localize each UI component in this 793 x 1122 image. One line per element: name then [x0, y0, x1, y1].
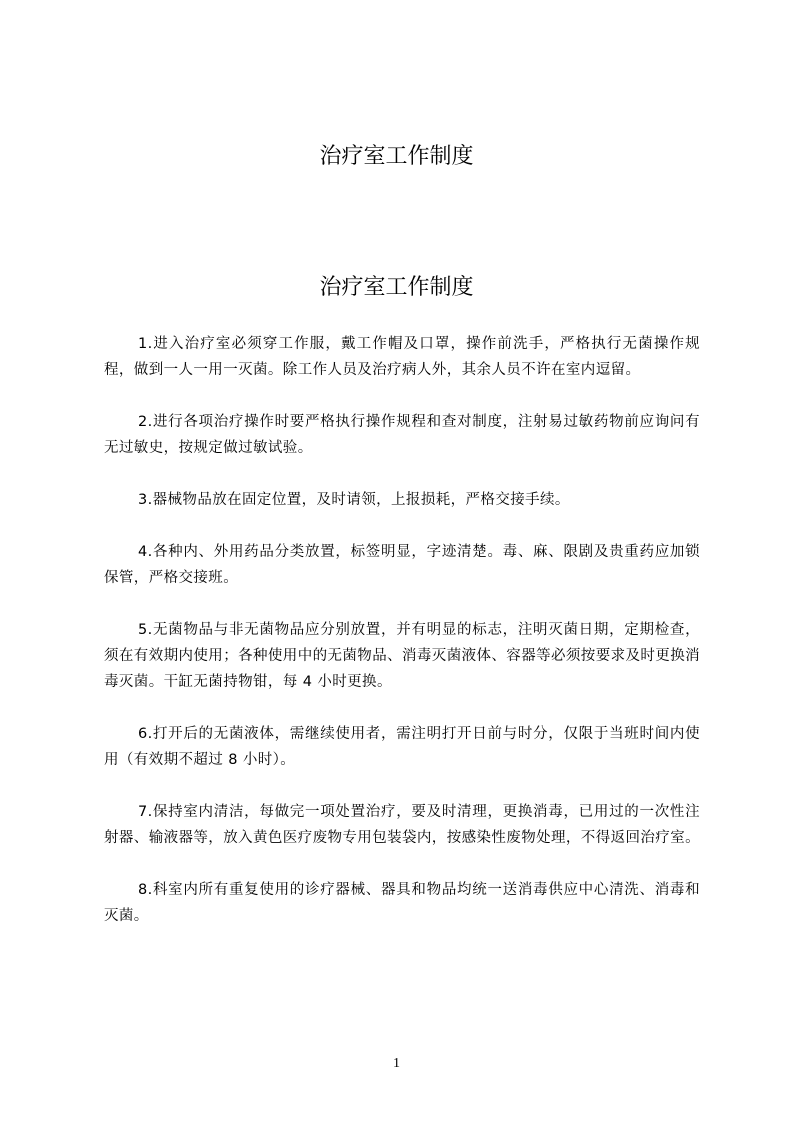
- clause-list: [104, 331, 700, 955]
- clause-3: 3.器械物品放在固定位置，及时请领，上报损耗，严格交接手续。: [138, 492, 570, 508]
- clause-6: 6.打开后的无菌液体，需继续使用者，需注明打开日前与时分，仅限于当班时间内使用（有效期不超过 8 小时）。: [104, 726, 700, 768]
- clause-4: 4.各种内、外用药品分类放置，标签明显，字迹清楚。毒、麻、限剧及贵重药应加锁保管，严格交接班。: [104, 544, 700, 586]
- clause-7: 7.保持室内清洁，每做完一项处置治疗，要及时清理，更换消毒，已用过的一次性注射器、输液器等，放入黄色医疗废物专用包装袋内，按感染性废物处理，不得返回治疗室。: [104, 804, 700, 846]
- clause-2: 2.进行各项治疗操作时要严格执行操作规程和查对制度，注射易过敏药物前应询问有无过敏史，按规定做过敏试验。: [104, 414, 700, 456]
- page-title: 治疗室工作制度: [319, 275, 474, 300]
- clause-8: 8.科室内所有重复使用的诊疗器械、器具和物品均统一送消毒供应中心清洗、消毒和灭菌。: [104, 882, 700, 924]
- clause-1: 1.进入治疗室必须穿工作服，戴工作帽及口罩，操作前洗手，严格执行无菌操作规程，做到一人一用一灭菌。除工作人员及治疗病人外，其余人员不许在室内逗留。: [104, 336, 700, 378]
- clause-5: 5.无菌物品与非无菌物品应分别放置，并有明显的标志，注明灭菌日期，定期检查，须在有效期内使用；各种使用中的无菌物品、消毒灭菌液体、容器等必须按要求及时更换消毒灭菌。干缸无菌持物钳，每 4 小时更换。: [104, 622, 700, 690]
- header-title: 治疗室工作制度: [319, 144, 474, 169]
- page-number: 1: [393, 1056, 400, 1071]
